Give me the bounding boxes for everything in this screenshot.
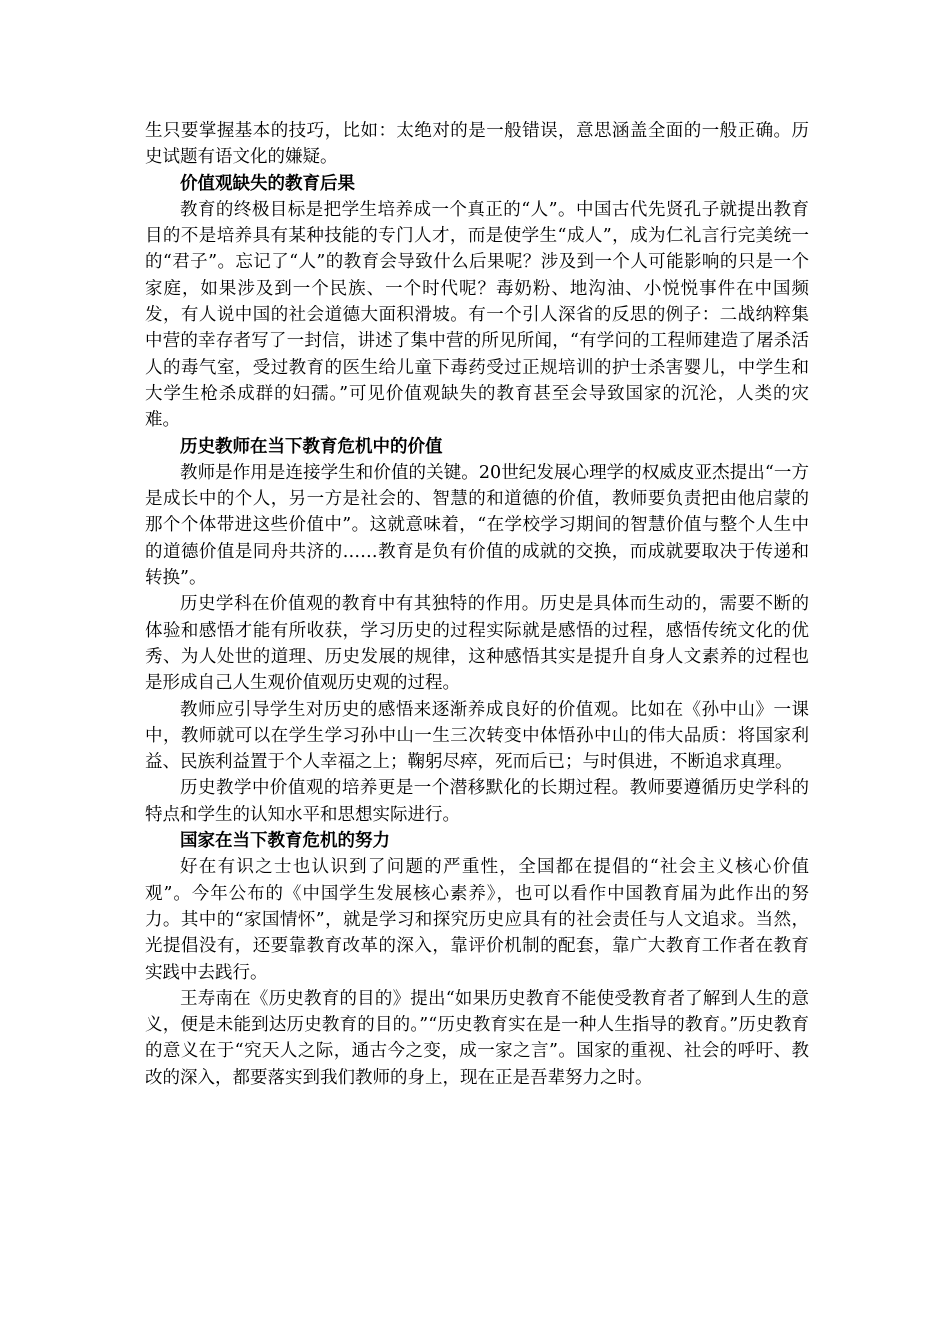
paragraph: 教师是作用是连接学生和价值的关键。20世纪发展心理学的权威皮亚杰提出“一方是成长中的个人，另一方是社会的、智慧的和道德的价值，教师要负责把由他启蒙的那个个体带进这些价值中”。这就意味着，“在学校学习期间的智慧价值与整个人生中的道德价值是同舟共济的……教育是负有价值的成就的交换，而成就要取决于传递和转换”。: [145, 462, 809, 589]
section-heading-national-efforts: 国家在当下教育危机的努力: [180, 831, 390, 852]
paragraph: 王寿南在《历史教育的目的》提出“如果历史教育不能使受教育者了解到人生的意义，便是未能到达历史教育的目的。”“历史教育实在是一种人生指导的教育。”历史教育的意义在于“究天人之际，通古今之变，成一家之言”。国家的重视、社会的呼吁、教改的深入，都要落实到我们教师的身上，现在正是吾辈努力之时。: [145, 988, 809, 1088]
section-heading-teacher-value: 历史教师在当下教育危机中的价值: [180, 436, 443, 457]
paragraph: 历史教学中价值观的培养更是一个潜移默化的长期过程。教师要遵循历史学科的特点和学生的认知水平和思想实际进行。: [145, 778, 809, 825]
document-page: [145, 118, 809, 1091]
section-heading-values-missing: 价值观缺失的教育后果: [180, 173, 355, 194]
paragraph-continued: 生只要掌握基本的技巧，比如：太绝对的是一般错误，意思涵盖全面的一般正确。历史试题有语文化的嫌疑。: [145, 121, 809, 168]
paragraph: 历史学科在价值观的教育中有其独特的作用。历史是具体而生动的，需要不断的体验和感悟才能有所收获，学习历史的过程实际就是感悟的过程，感悟传统文化的优秀、为人处世的道理、历史发展的规律，这种感悟其实是提升自身人文素养的过程也是形成自己人生观价值观历史观的过程。: [145, 594, 809, 694]
paragraph: 好在有识之士也认识到了问题的严重性，全国都在提倡的“社会主义核心价值观”。今年公布的《中国学生发展核心素养》，也可以看作中国教育届为此作出的努力。其中的“家国情怀”，就是学习和探究历史应具有的社会责任与人文追求。当然，光提倡没有，还要靠教育改革的深入，靠评价机制的配套，靠广大教育工作者在教育实践中去践行。: [145, 857, 809, 983]
paragraph: 教师应引导学生对历史的感悟来逐渐养成良好的价值观。比如在《孙中山》一课中，教师就可以在学生学习孙中山一生三次转变中体悟孙中山的伟大品质：将国家利益、民族利益置于个人幸福之上；鞠躬尽瘁，死而后已；与时俱进，不断追求真理。: [145, 699, 809, 773]
paragraph: 教育的终极目标是把学生培养成一个真正的“人”。中国古代先贤孔子就提出教育目的不是培养具有某种技能的专门人才，而是使学生“成人”，成为仁礼言行完美统一的“君子”。忘记了“人”的教育会导致什么后果呢？涉及到一个人可能影响的只是一个家庭，如果涉及到一个民族、一个时代呢？毒奶粉、地沟油、小悦悦事件在中国频发，有人说中国的社会道德大面积滑坡。有一个引人深省的反思的例子：二战纳粹集中营的幸存者写了一封信，讲述了集中营的所见所闻，“有学问的工程师建造了屠杀活人的毒气室，受过教育的医生给儿童下毒药受过正规培训的护士杀害婴儿，中学生和大学生枪杀成群的妇孺。”可见价值观缺失的教育甚至会导致国家的沉沦，人类的灾难。: [145, 199, 809, 431]
